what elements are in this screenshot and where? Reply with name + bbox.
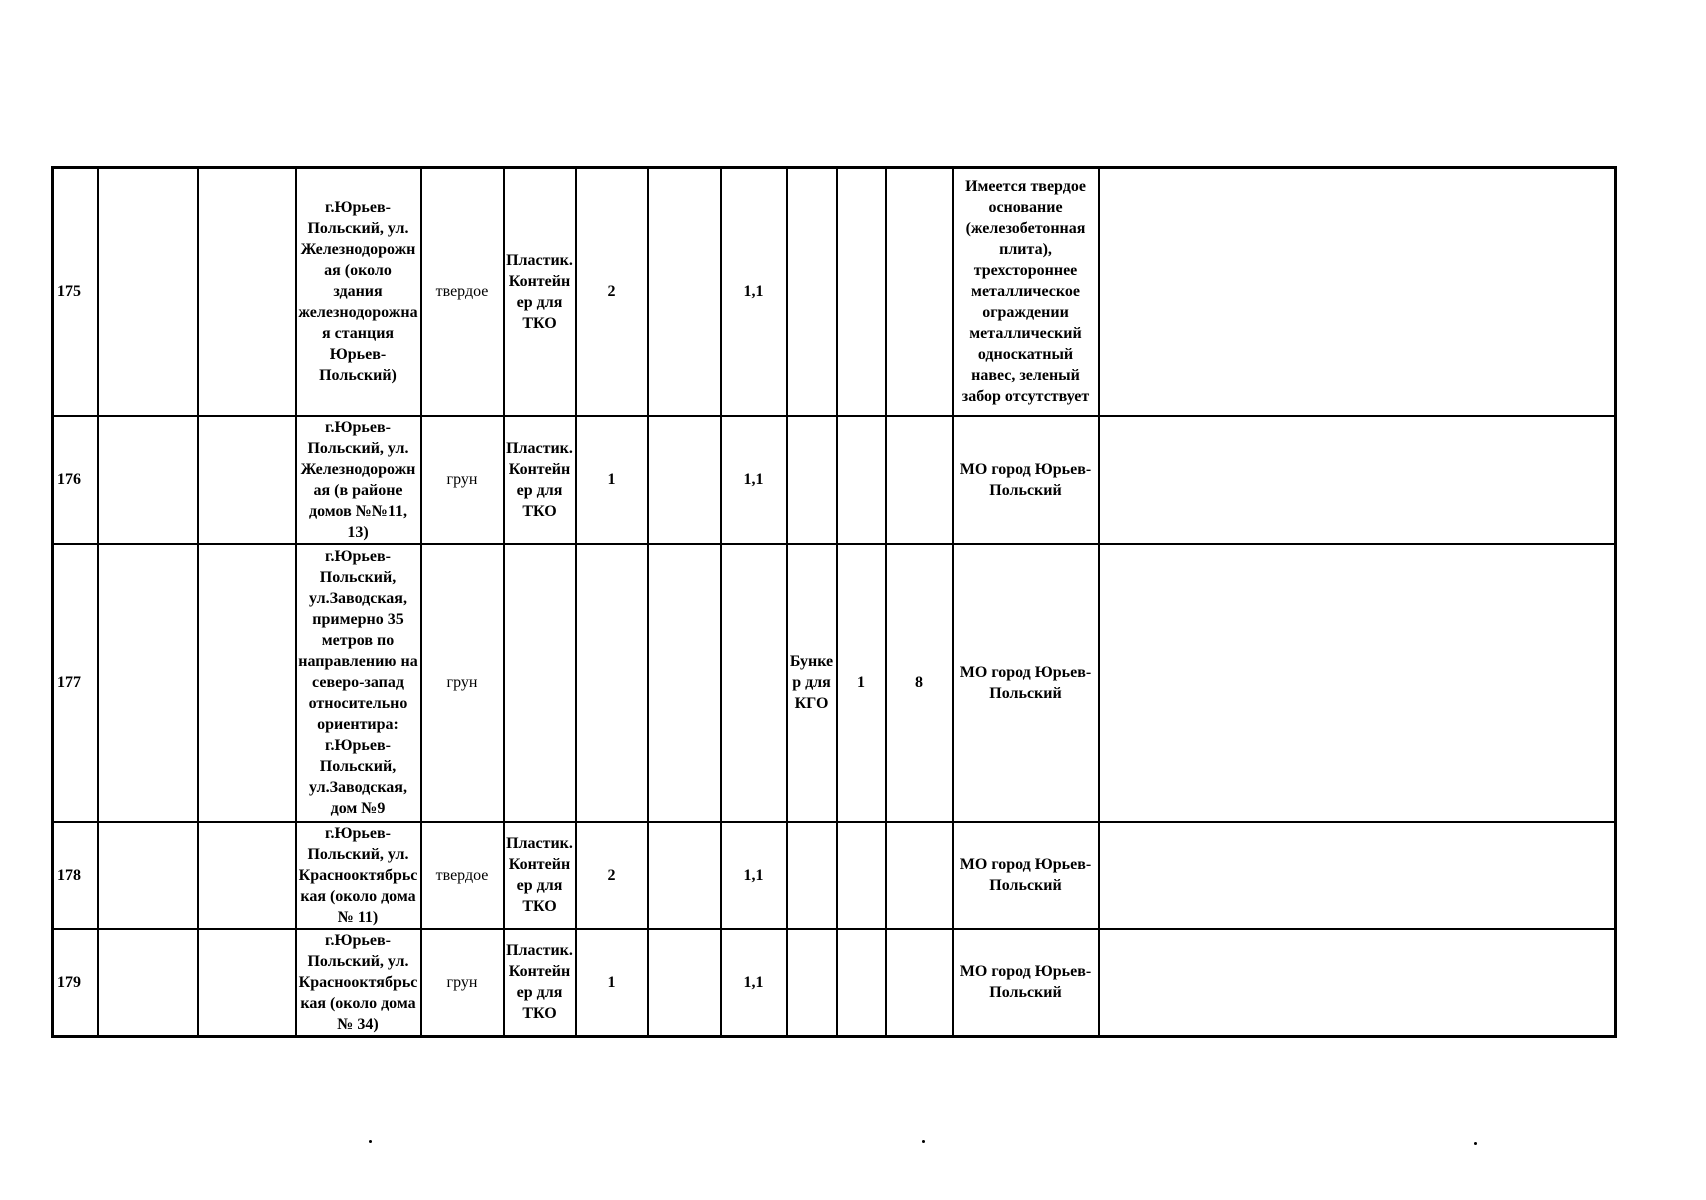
empty-cell xyxy=(98,822,198,929)
waste-sites-table xyxy=(51,166,1617,1038)
site-address: г.Юрьев-Польский, ул. Краснооктябрьская (около дома № 34) xyxy=(296,929,421,1037)
empty-cell xyxy=(648,929,721,1037)
bunker-volume xyxy=(886,929,953,1037)
site-address: г.Юрьев-Польский, ул. Железнодорожная (в районе домов №№11, 13) xyxy=(296,416,421,544)
bunker-count: 1 xyxy=(837,544,886,822)
container-type: Пластик. Контейнер для ТКО xyxy=(504,168,576,416)
bunker-type: Бункер для КГО xyxy=(787,544,837,822)
row-number: 175 xyxy=(53,168,98,416)
container-volume: 1,1 xyxy=(721,929,787,1037)
site-owner: МО город Юрьев-Польский xyxy=(953,822,1099,929)
container-type: Пластик. Контейнер для ТКО xyxy=(504,822,576,929)
container-count: 2 xyxy=(576,822,648,929)
empty-cell xyxy=(98,416,198,544)
container-volume: 1,1 xyxy=(721,168,787,416)
site-address: г.Юрьев-Польский, ул. Железнодорожная (около здания железнодорожная станция Юрьев-Польский) xyxy=(296,168,421,416)
table-row xyxy=(53,822,1616,929)
site-address: г.Юрьев-Польский, ул.Заводская, примерно 35 метров по направлению на северо-запад относительно ориентира: г.Юрьев-Польский, ул.Заводская, дом №9 xyxy=(296,544,421,822)
surface-type: твердое xyxy=(421,822,504,929)
scan-speck xyxy=(369,1140,372,1143)
site-address: г.Юрьев-Польский, ул. Краснооктябрьская (около дома № 11) xyxy=(296,822,421,929)
empty-cell xyxy=(98,168,198,416)
surface-type: грун xyxy=(421,416,504,544)
empty-cell xyxy=(1099,822,1616,929)
container-count: 2 xyxy=(576,168,648,416)
empty-cell xyxy=(98,929,198,1037)
container-count: 1 xyxy=(576,416,648,544)
bunker-type xyxy=(787,822,837,929)
container-volume xyxy=(721,544,787,822)
container-count xyxy=(576,544,648,822)
container-volume: 1,1 xyxy=(721,416,787,544)
surface-type: грун xyxy=(421,544,504,822)
container-type: Пластик. Контейнер для ТКО xyxy=(504,929,576,1037)
empty-cell xyxy=(648,168,721,416)
empty-cell xyxy=(198,168,296,416)
bunker-volume xyxy=(886,822,953,929)
empty-cell xyxy=(198,822,296,929)
site-owner: МО город Юрьев-Польский xyxy=(953,416,1099,544)
bunker-type xyxy=(787,416,837,544)
bunker-type xyxy=(787,168,837,416)
bunker-volume xyxy=(886,416,953,544)
bunker-count xyxy=(837,168,886,416)
empty-cell xyxy=(648,416,721,544)
scan-speck xyxy=(1474,1142,1477,1145)
empty-cell xyxy=(1099,544,1616,822)
bunker-volume: 8 xyxy=(886,544,953,822)
row-number: 178 xyxy=(53,822,98,929)
empty-cell xyxy=(648,544,721,822)
site-owner-note: Имеется твердое основание (железобетонная плита), трехстороннее металлическое ограждении металлический односкатный навес, зеленый забор отсутствует xyxy=(953,168,1099,416)
row-number: 176 xyxy=(53,416,98,544)
scan-speck xyxy=(922,1140,925,1143)
container-volume: 1,1 xyxy=(721,822,787,929)
empty-cell xyxy=(1099,416,1616,544)
surface-type: твердое xyxy=(421,168,504,416)
table-row xyxy=(53,168,1616,416)
row-number: 177 xyxy=(53,544,98,822)
bunker-count xyxy=(837,822,886,929)
container-count: 1 xyxy=(576,929,648,1037)
container-type xyxy=(504,544,576,822)
site-owner: МО город Юрьев-Польский xyxy=(953,544,1099,822)
empty-cell xyxy=(1099,168,1616,416)
bunker-volume xyxy=(886,168,953,416)
table-row xyxy=(53,416,1616,544)
empty-cell xyxy=(1099,929,1616,1037)
bunker-count xyxy=(837,929,886,1037)
table-row xyxy=(53,544,1616,822)
site-owner: МО город Юрьев-Польский xyxy=(953,929,1099,1037)
container-type: Пластик. Контейнер для ТКО xyxy=(504,416,576,544)
row-number: 179 xyxy=(53,929,98,1037)
empty-cell xyxy=(648,822,721,929)
table-row xyxy=(53,929,1616,1037)
empty-cell xyxy=(98,544,198,822)
bunker-type xyxy=(787,929,837,1037)
surface-type: грун xyxy=(421,929,504,1037)
bunker-count xyxy=(837,416,886,544)
empty-cell xyxy=(198,416,296,544)
empty-cell xyxy=(198,929,296,1037)
empty-cell xyxy=(198,544,296,822)
